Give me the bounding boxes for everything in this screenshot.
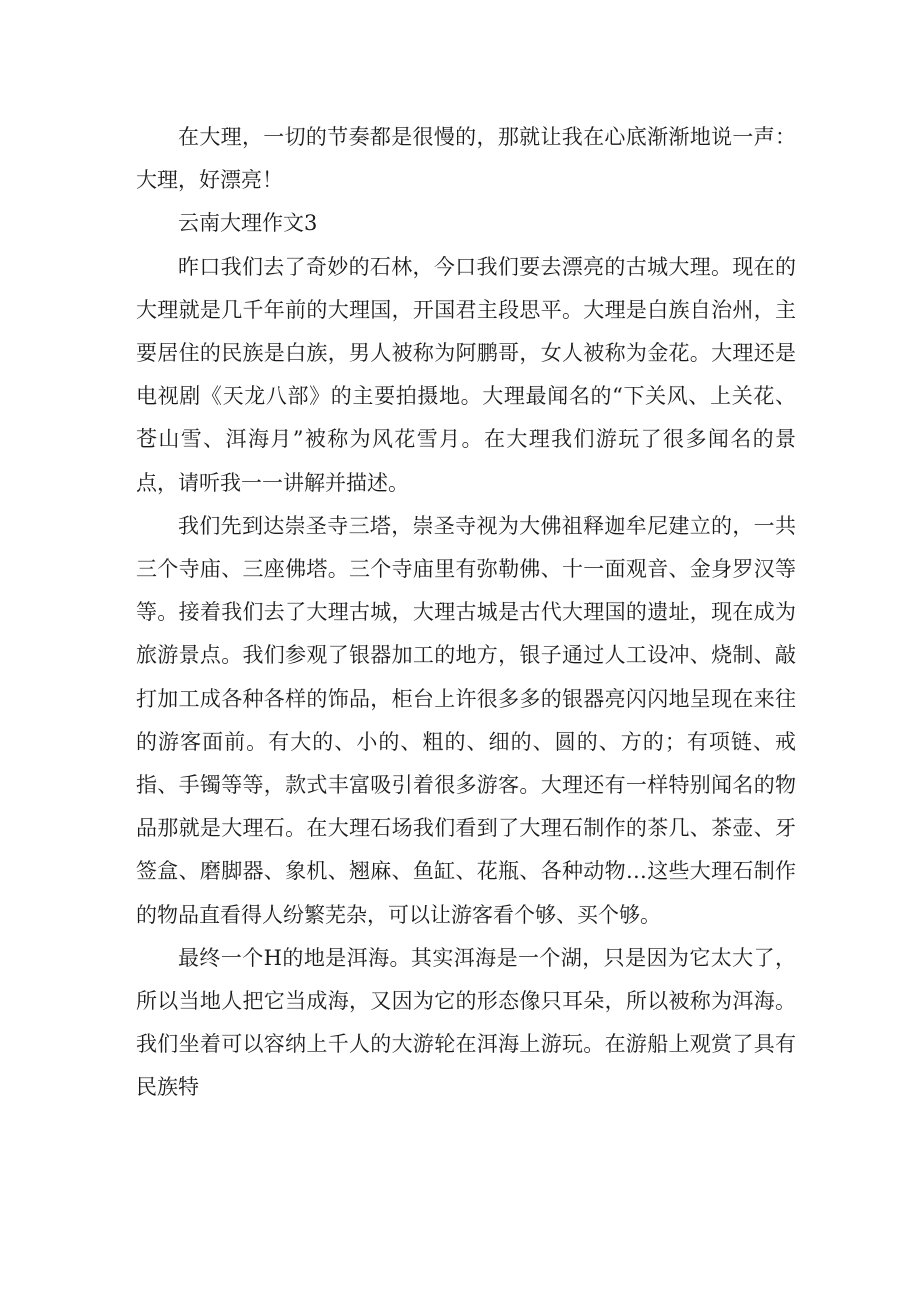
paragraph-erhai-lake: 最终一个H的地是洱海。其实洱海是一个湖，只是因为它太大了，所以当地人把它当成海，又因为它的形态像只耳朵，所以被称为洱海。我们坐着可以容纳上千人的大游轮在洱海上游玩。在游船上观赏了具有民族特 [136, 945, 796, 1100]
paragraph-intro-dali: 昨口我们去了奇妙的石林，今口我们要去漂亮的古城大理。现在的大理就是几千年前的大理国，开国君主段思平。大理是白族自治州，主要居住的民族是白族，男人被称为阿鹏哥，女人被称为金花。大理还是电视剧《天龙八部》的主要拍摄地。大理最闻名的“下关风、上关花、苍山雪、洱海月”被称为风花雪月。在大理我们游玩了很多闻名的景点，请听我一一讲解并描述。 [136, 254, 796, 495]
document-body [136, 116, 796, 1110]
paragraph-three-pagodas: 我们先到达崇圣寺三塔，崇圣寺视为大佛祖释迦牟尼建立的，一共三个寺庙、三座佛塔。三个寺庙里有弥勒佛、十一面观音、金身罗汉等等。接着我们去了大理古城，大理古城是古代大理国的遗址，现在成为旅游景点。我们参观了银器加工的地方，银子通过人工设冲、烧制、敲打加工成各种各样的饰品，柜台上许很多多的银器亮闪闪地呈现在来往的游客面前。有大的、小的、粗的、细的、圆的、方的；有项链、戒指、手镯等等，款式丰富吸引着很多游客。大理还有一样特别闻名的物品那就是大理石。在大理石场我们看到了大理石制作的茶几、茶壶、牙签盒、磨脚器、象机、翘麻、鱼缸、花瓶、各种动物…这些大理石制作的物品直看得人纷繁芜杂，可以让游客看个够、买个够。 [136, 513, 796, 927]
essay-title: 云南大理作文3 [178, 211, 318, 236]
paragraph-closing-dali: 在大理，一切的节奏都是很慢的，那就让我在心底渐渐地说一声：大理，好漂亮！ [136, 125, 796, 193]
